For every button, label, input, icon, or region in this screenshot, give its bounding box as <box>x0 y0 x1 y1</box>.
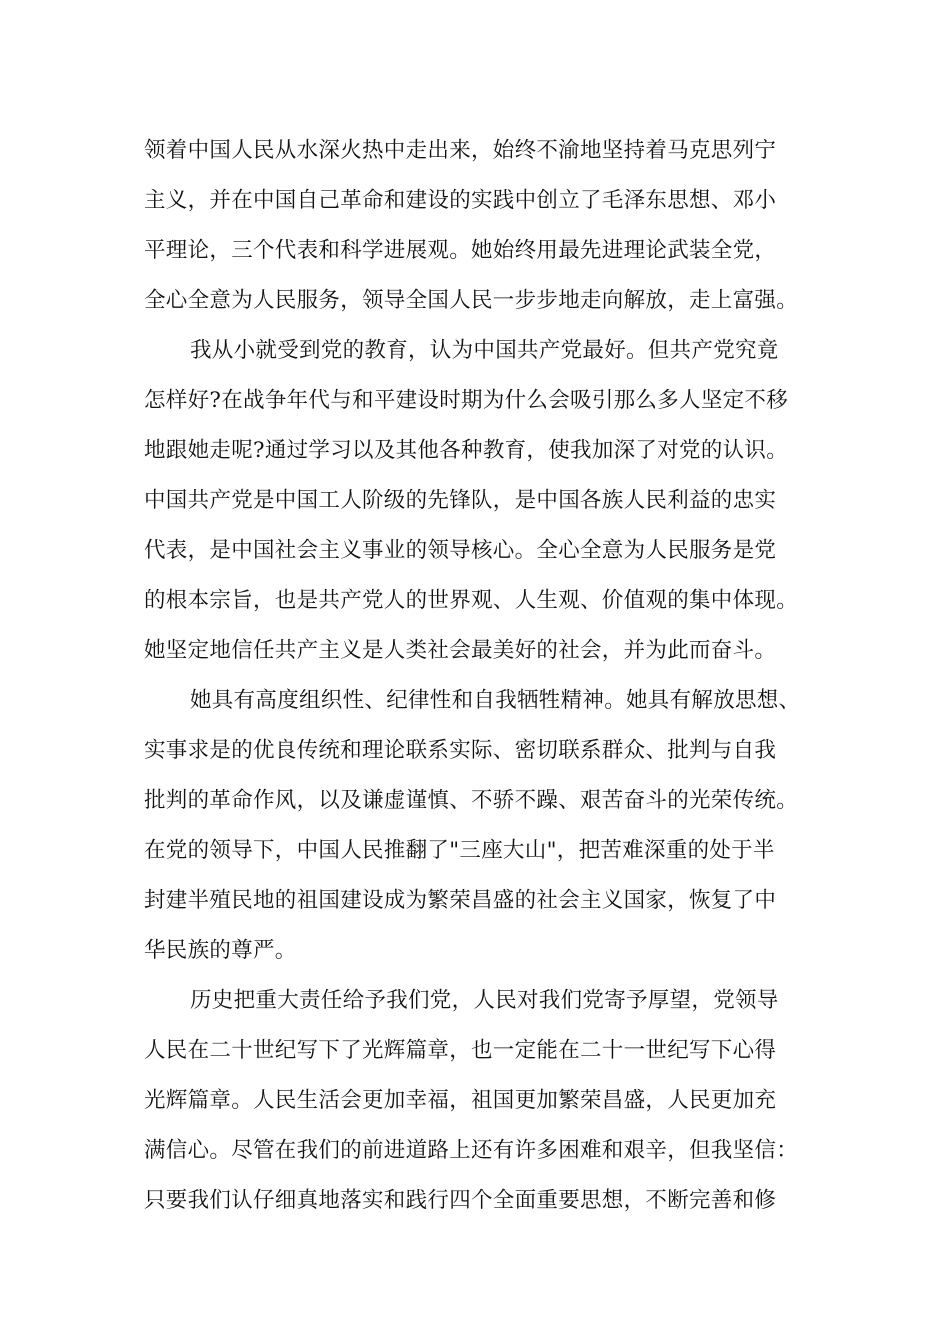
text-line: 封建半殖民地的祖国建设成为繁荣昌盛的社会主义国家，恢复了中 <box>144 888 777 913</box>
paragraph-first-line: 历史把重大责任给予我们党，人民对我们党寄予厚望，党领导 <box>190 988 779 1013</box>
text-line: 领着中国人民从水深火热中走出来，始终不渝地坚持着马克思列宁 <box>144 138 777 163</box>
text-line: 全心全意为人民服务，领导全国人民一步步地走向解放，走上富强。 <box>144 288 799 313</box>
text-line: 华民族的尊严。 <box>144 938 297 963</box>
text-line: 主义，并在中国自己革命和建设的实践中创立了毛泽东思想、邓小 <box>144 188 777 213</box>
text-line: 实事求是的优良传统和理论联系实际、密切联系群众、批判与自我 <box>144 738 777 763</box>
text-line: 满信心。尽管在我们的前进道路上还有许多困难和艰辛，但我坚信： <box>144 1138 799 1163</box>
text-line: 批判的革命作风，以及谦虚谨慎、不骄不躁、艰苦奋斗的光荣传统。 <box>144 788 799 813</box>
text-line: 地跟她走呢?通过学习以及其他各种教育，使我加深了对党的认识。 <box>144 438 789 463</box>
text-line: 平理论，三个代表和科学进展观。她始终用最先进理论武装全党， <box>144 238 777 263</box>
text-line: 光辉篇章。人民生活会更加幸福，祖国更加繁荣昌盛，人民更加充 <box>144 1088 777 1113</box>
text-line: 怎样好?在战争年代与和平建设时期为什么会吸引那么多人坚定不移 <box>144 388 789 413</box>
text-line: 的根本宗旨，也是共产党人的世界观、人生观、价值观的集中体现。 <box>144 588 799 613</box>
paragraph-first-line: 她具有高度组织性、纪律性和自我牺牲精神。她具有解放思想、 <box>190 688 801 713</box>
text-line: 只要我们认仔细真地落实和践行四个全面重要思想，不断完善和修 <box>144 1188 777 1213</box>
text-line: 中国共产党是中国工人阶级的先锋队，是中国各族人民利益的忠实 <box>144 488 777 513</box>
text-line: 代表，是中国社会主义事业的领导核心。全心全意为人民服务是党 <box>144 538 777 563</box>
text-line: 人民在二十世纪写下了光辉篇章，也一定能在二十一世纪写下心得 <box>144 1038 777 1063</box>
paragraph-first-line: 我从小就受到党的教育，认为中国共产党最好。但共产党究竟 <box>190 338 779 363</box>
text-line: 在党的领导下，中国人民推翻了"三座大山"，把苦难深重的处于半 <box>144 838 775 863</box>
text-line: 她坚定地信任共产主义是人类社会最美好的社会，并为此而奋斗。 <box>144 638 777 663</box>
